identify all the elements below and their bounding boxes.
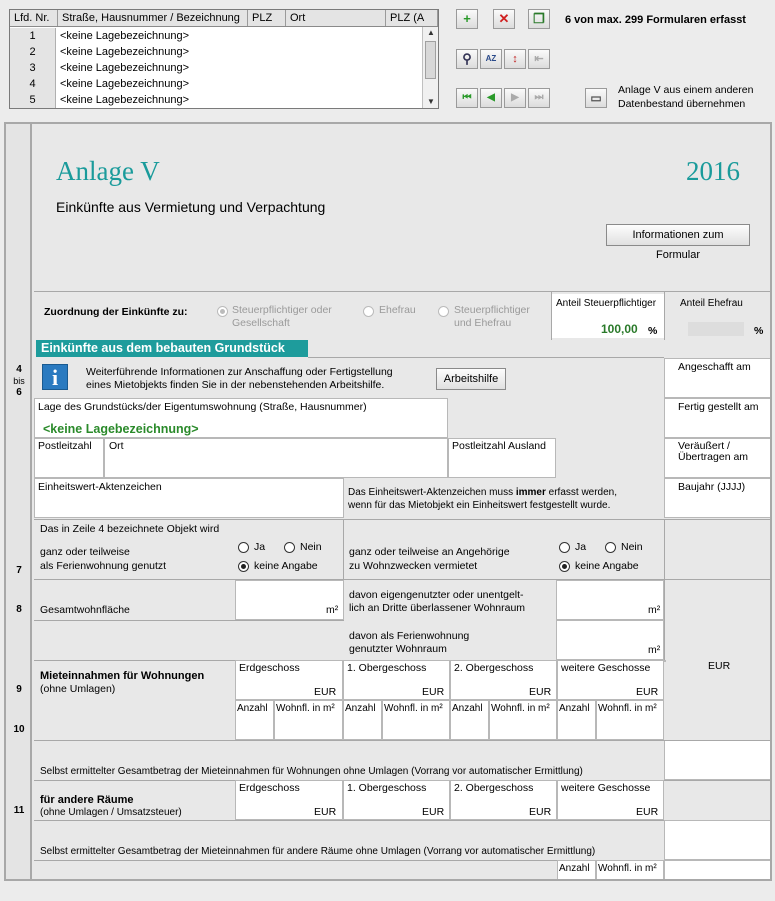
- wohnfl-label: Wohnfl. in m²: [598, 703, 657, 714]
- anteil-stpfl-label: Anteil Steuerpflichtiger: [556, 298, 657, 309]
- ohne-umlagen-label: (ohne Umlagen): [40, 683, 116, 695]
- anzahl-label: Anzahl: [559, 703, 590, 714]
- sort-az-icon[interactable]: AZ: [480, 49, 502, 69]
- form-title: Anlage V: [56, 156, 160, 186]
- scroll-thumb[interactable]: [425, 41, 436, 79]
- col-ort[interactable]: Ort: [286, 10, 386, 26]
- eur-unit: EUR: [529, 686, 552, 698]
- angeh-label-1: ganz oder teilweise an Angehörige: [349, 546, 510, 558]
- selbst-wohn-input[interactable]: [664, 740, 772, 780]
- info-text-1: Weiterführende Informationen zur Anschaffung oder Fertigstellung: [86, 366, 393, 378]
- ewaz-note-1: [348, 486, 617, 499]
- ferien-keine-label: keine Angabe: [254, 560, 318, 572]
- vline: [664, 520, 665, 660]
- og2-label: 2. Obergeschoss: [454, 782, 534, 794]
- wohnfl-label: Wohnfl. in m²: [384, 703, 443, 714]
- move-out-icon[interactable]: ⇤: [528, 49, 550, 69]
- m2-unit: m²: [326, 604, 339, 616]
- eigen-label-1: davon eigengenutzter oder unentgelt-: [349, 589, 524, 601]
- line-8: 8: [16, 604, 22, 615]
- col-lfd-nr[interactable]: Lfd. Nr.: [10, 10, 58, 26]
- vline: [551, 292, 552, 340]
- line-bis: bis: [13, 376, 25, 386]
- og1-label: 1. Obergeschoss: [347, 782, 427, 794]
- miete-total-input[interactable]: [664, 660, 666, 662]
- row-number: 4: [10, 76, 56, 92]
- gesamtwohnflaeche-label: Gesamtwohnfläche: [40, 604, 130, 616]
- object-list[interactable]: [9, 9, 439, 109]
- scroll-up-icon[interactable]: ▲: [427, 28, 435, 37]
- line-number-gutter: [6, 124, 32, 879]
- copy-icon[interactable]: ❐: [528, 9, 550, 29]
- ferien-label-1: ganz oder teilweise: [40, 546, 130, 558]
- eur-unit: EUR: [314, 806, 337, 818]
- veraeussert-label-2: Übertragen am: [678, 451, 749, 463]
- row-label: <keine Lagebezeichnung>: [60, 78, 190, 90]
- eur-unit: EUR: [636, 686, 659, 698]
- lage-value[interactable]: <keine Lagebezeichnung>: [43, 422, 199, 436]
- divider: [34, 740, 772, 741]
- info-button[interactable]: Informationen zum Formular: [606, 224, 750, 246]
- vline: [664, 292, 665, 340]
- m2-unit: m²: [648, 644, 661, 656]
- angeh-nein-label: Nein: [621, 541, 643, 553]
- ort-label: Ort: [109, 440, 124, 452]
- row-label: <keine Lagebezeichnung>: [60, 30, 190, 42]
- selbst-andere-input[interactable]: [664, 820, 772, 860]
- eur-unit: EUR: [529, 806, 552, 818]
- plz-ausland-label: Postleitzahl Ausland: [452, 440, 546, 452]
- row-number: 5: [10, 92, 56, 108]
- radio-angeh-ja[interactable]: [559, 542, 570, 553]
- objekt-label: Das in Zeile 4 bezeichnete Objekt wird: [40, 523, 220, 535]
- next-icon[interactable]: ▶: [504, 88, 526, 108]
- ferien-nein-label: Nein: [300, 541, 322, 553]
- opt-ehefrau: Ehefrau: [379, 304, 416, 316]
- miete-label: Mieteinnahmen für Wohnungen: [40, 670, 205, 682]
- anzahl-label: Anzahl: [237, 703, 268, 714]
- list-item[interactable]: [10, 44, 422, 60]
- angeh-ja-label: Ja: [575, 541, 587, 553]
- vline: [343, 520, 344, 579]
- anteil-ehefrau-input[interactable]: [688, 322, 744, 336]
- info-text-2: eines Mietobjekts finden Sie in der nebenstehenden Arbeitshilfe.: [86, 379, 385, 391]
- first-icon[interactable]: ⏮: [456, 88, 478, 108]
- lage-label: Lage des Grundstücks/der Eigentumswohnung (Straße, Hausnummer): [38, 401, 367, 413]
- ferien-label-2: als Ferienwohnung genutzt: [40, 560, 167, 572]
- divider: [34, 519, 772, 520]
- ewaz-note-1b: immer: [515, 487, 546, 498]
- eigen-label-2: lich an Dritte überlassener Wohnraum: [349, 602, 526, 614]
- line-6: 6: [16, 387, 22, 398]
- wohnfl-label: Wohnfl. in m²: [276, 703, 335, 714]
- andere-sub: (ohne Umlagen / Umsatzsteuer): [40, 807, 182, 818]
- divider: [308, 357, 664, 358]
- scroll-down-icon[interactable]: ▼: [427, 97, 435, 106]
- eur-unit: EUR: [636, 806, 659, 818]
- import-icon[interactable]: ▭: [585, 88, 607, 108]
- prev-icon[interactable]: ◀: [480, 88, 502, 108]
- section-bebautes-grundstueck: Einkünfte aus dem bebauten Grundstück: [36, 340, 308, 357]
- search-icon[interactable]: ⚲: [456, 49, 478, 69]
- radio-ferien-ja[interactable]: [238, 542, 249, 553]
- percent-2: %: [754, 325, 764, 337]
- import-label-2[interactable]: Datenbestand übernehmen: [618, 98, 746, 110]
- wohnfl-label: Wohnfl. in m²: [598, 863, 657, 874]
- line-10: 10: [13, 724, 25, 735]
- list-item[interactable]: [10, 76, 422, 92]
- eur-unit: EUR: [422, 686, 445, 698]
- radio-ferien-keine[interactable]: [238, 561, 249, 572]
- ferien-ja-label: Ja: [254, 541, 266, 553]
- veraeussert-label-1: Veräußert /: [678, 440, 730, 452]
- radio-ehefrau[interactable]: [363, 306, 374, 317]
- ort-field[interactable]: [104, 438, 448, 478]
- zuordnung-label: Zuordnung der Einkünfte zu:: [44, 306, 188, 318]
- eur-unit: EUR: [314, 686, 337, 698]
- divider: [34, 620, 344, 621]
- line-7: 7: [16, 565, 22, 576]
- weitere-label: weitere Geschosse: [561, 782, 651, 794]
- row-number: 3: [10, 60, 56, 76]
- ferienwhg-label-1: davon als Ferienwohnung: [349, 630, 470, 642]
- opt-stpfl-1: Steuerpflichtiger oder: [232, 304, 332, 316]
- list-header: [10, 10, 438, 27]
- anzahl-label: Anzahl: [345, 703, 376, 714]
- wohnfl-label: Wohnfl. in m²: [491, 703, 550, 714]
- opt-stpfl-2: Gesellschaft: [232, 317, 290, 329]
- plus-icon[interactable]: +: [456, 9, 478, 29]
- ewaz-note-1a: Das Einheitswert-Aktenzeichen muss: [348, 487, 516, 498]
- toolbar-area: [0, 0, 775, 118]
- og2-label: 2. Obergeschoss: [454, 662, 534, 674]
- weitere-label: weitere Geschosse: [561, 662, 651, 674]
- angeh-label-2: zu Wohnzwecken vermietet: [349, 560, 478, 572]
- ferienwhg-label-2: genutzter Wohnraum: [349, 643, 447, 655]
- eg-label: Erdgeschoss: [239, 782, 300, 794]
- andere-label: für andere Räume: [40, 794, 134, 806]
- radio-ferien-nein[interactable]: [284, 542, 295, 553]
- list-item[interactable]: [10, 92, 422, 108]
- last-icon[interactable]: ⏭: [528, 88, 550, 108]
- selbst-wohn-label: Selbst ermittelter Gesamtbetrag der Mieteinnahmen für Wohnungen ohne Umlagen (Vorrang vor automatischer Ermittlung): [40, 766, 583, 777]
- form-count: 6 von max. 299 Formularen erfasst: [565, 14, 746, 26]
- list-scrollbar[interactable]: [422, 27, 438, 108]
- col-plz-ausland[interactable]: PLZ (A: [386, 10, 438, 26]
- list-item[interactable]: [10, 60, 422, 76]
- eg-label: Erdgeschoss: [239, 662, 300, 674]
- percent-1: %: [648, 325, 658, 337]
- anteil-ehefrau-label: Anteil Ehefrau: [680, 298, 743, 309]
- info-icon: i: [42, 364, 68, 390]
- form-year: 2016: [686, 156, 740, 186]
- ewaz-note-1c: erfasst werden,: [545, 487, 618, 498]
- arbeitshilfe-button[interactable]: Arbeitshilfe: [436, 368, 506, 390]
- move-in-icon[interactable]: ↕: [504, 49, 526, 69]
- col-plz[interactable]: PLZ: [248, 10, 286, 26]
- divider: [34, 820, 772, 821]
- divider: [34, 291, 772, 292]
- line-9: 9: [16, 684, 22, 695]
- anzahl-label: Anzahl: [559, 863, 590, 874]
- ewaz-note-2: wenn für das Mietobjekt ein Einheitswert festgestellt wurde.: [348, 500, 611, 511]
- import-label-1[interactable]: Anlage V aus einem anderen: [618, 84, 754, 96]
- anzahl-label: Anzahl: [452, 703, 483, 714]
- eur-unit: EUR: [422, 806, 445, 818]
- form-subtitle: Einkünfte aus Vermietung und Verpachtung: [56, 199, 326, 215]
- m2-unit: m²: [648, 604, 661, 616]
- delete-icon[interactable]: ✕: [493, 9, 515, 29]
- eur-total-unit: EUR: [708, 660, 731, 672]
- opt-beide-2: und Ehefrau: [454, 317, 512, 329]
- radio-steuerpflichtiger[interactable]: [217, 306, 228, 317]
- anteil-stpfl-value[interactable]: 100,00: [601, 322, 638, 336]
- angeschafft-label: Angeschafft am: [678, 361, 751, 373]
- ewaz-label: Einheitswert-Aktenzeichen: [38, 481, 162, 493]
- list-item[interactable]: [10, 28, 422, 44]
- selbst-andere-label: Selbst ermittelter Gesamtbetrag der Mieteinnahmen für andere Räume ohne Umlagen (Vorrang vor automatischer Ermittlung): [40, 846, 596, 857]
- row-label: <keine Lagebezeichnung>: [60, 62, 190, 74]
- col-strasse[interactable]: Straße, Hausnummer / Bezeichnung: [58, 10, 248, 26]
- anlage-v-form: [4, 122, 772, 881]
- plz-label: Postleitzahl: [38, 440, 92, 452]
- radio-angeh-nein[interactable]: [605, 542, 616, 553]
- line-4: 4: [16, 364, 22, 375]
- fertig-label: Fertig gestellt am: [678, 401, 759, 413]
- radio-beide[interactable]: [438, 306, 449, 317]
- row-label: <keine Lagebezeichnung>: [60, 94, 190, 106]
- row-number: 2: [10, 44, 56, 60]
- row-number: 1: [10, 28, 56, 44]
- andere-total-input[interactable]: [664, 860, 772, 881]
- radio-angeh-keine[interactable]: [559, 561, 570, 572]
- angeh-keine-label: keine Angabe: [575, 560, 639, 572]
- baujahr-label: Baujahr (JJJJ): [678, 481, 746, 493]
- og1-label: 1. Obergeschoss: [347, 662, 427, 674]
- opt-beide-1: Steuerpflichtiger: [454, 304, 530, 316]
- row-label: <keine Lagebezeichnung>: [60, 46, 190, 58]
- status-bar: [0, 881, 775, 901]
- line-11: 11: [13, 805, 25, 816]
